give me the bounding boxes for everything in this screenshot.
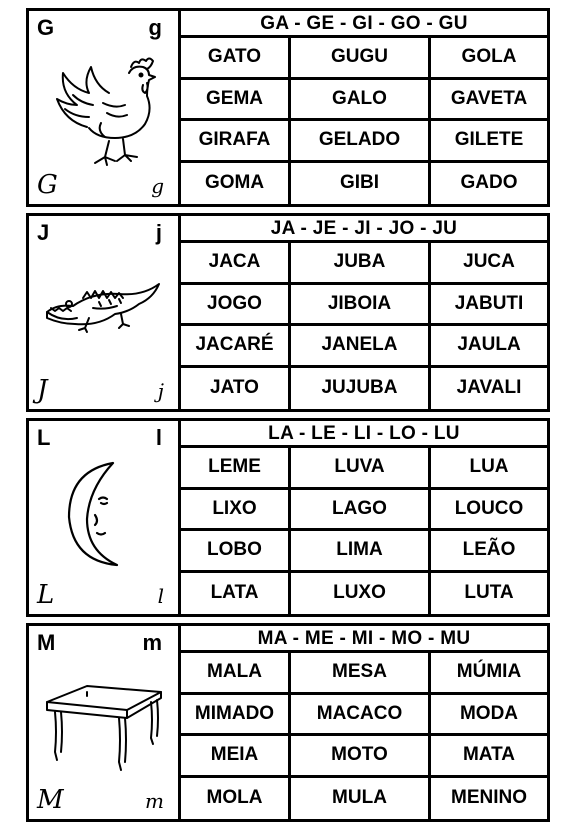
lowercase-letter: g [148,15,162,40]
syllable-panel-g [181,11,547,204]
word-cell: LUXO [291,573,431,615]
word-cell: LUVA [291,448,431,490]
word-cell: GADO [460,172,518,194]
cursive-lowercase: j [157,379,164,403]
word-cell: GIRAFA [181,121,291,163]
syllable-header: LA - LE - LI - LO - LU [181,421,547,448]
word-cell: JAVALI [456,377,522,399]
letter-panel-g [29,11,181,204]
letter-panel-m [29,626,181,819]
letter-block-m [26,623,550,822]
word-grid [181,243,547,409]
letter-panel-l [29,421,181,614]
word-cell: LATA [181,573,291,615]
word-cell: MALA [181,653,291,695]
syllable-panel-m [181,626,547,819]
word-cell: GOLA [431,38,547,80]
word-cell: MOTO [291,736,431,778]
word-cell: LIXO [181,490,291,532]
word-cell: GELADO [291,121,431,163]
word-cell: JUBA [291,243,431,285]
word-cell: MATA [431,736,547,778]
word-grid [181,448,547,614]
lowercase-letter: m [142,630,162,655]
word-cell: GALO [291,80,431,122]
lowercase-letter: l [155,425,162,450]
word-cell: MENINO [451,787,527,809]
word-cell: JACARÉ [181,326,291,368]
word-cell: LIMA [291,531,431,573]
word-cell: GATO [181,38,291,80]
word-cell: JATO [181,368,291,410]
word-cell: GEMA [181,80,291,122]
uppercase-letter: M [37,630,56,655]
cursive-lowercase: l [157,584,164,608]
word-cell: JUJUBA [291,368,431,410]
word-cell: JIBOIA [291,285,431,327]
word-cell: MULA [291,778,431,820]
word-cell: JABUTI [431,285,547,327]
word-grid [181,38,547,204]
table-icon [43,678,163,778]
uppercase-letter: G [37,15,55,40]
word-cell: MÚMIA [431,653,547,695]
letter-block-g [26,8,550,207]
word-cell: MACACO [291,695,431,737]
word-cell: GUGU [291,38,431,80]
syllable-header: MA - ME - MI - MO - MU [181,626,547,653]
word-cell: LEÃO [431,531,547,573]
word-cell: JUCA [431,243,547,285]
word-cell: LUTA [464,582,514,604]
word-cell: JOGO [181,285,291,327]
word-cell: GIBI [291,163,431,205]
word-cell: GILETE [431,121,547,163]
word-cell: GOMA [181,163,291,205]
word-cell: MESA [291,653,431,695]
cursive-lowercase: g [151,174,164,198]
word-cell: MODA [431,695,547,737]
cursive-uppercase: J [37,375,48,405]
lowercase-letter: j [155,220,162,245]
letter-block-j [26,213,550,412]
cursive-uppercase: M [37,785,64,815]
word-cell: MEIA [181,736,291,778]
syllable-panel-j [181,216,547,409]
word-grid [181,653,547,819]
word-cell: LOUCO [431,490,547,532]
letter-panel-j [29,216,181,409]
word-cell: JANELA [291,326,431,368]
uppercase-letter: L [37,425,51,450]
cursive-uppercase: G [37,170,58,200]
cursive-lowercase: m [145,789,164,813]
word-cell: JACA [181,243,291,285]
alligator-icon [43,272,163,342]
syllable-header: GA - GE - GI - GO - GU [181,11,547,38]
word-cell: MOLA [181,778,291,820]
syllable-panel-l [181,421,547,614]
crescent-moon-icon [43,455,163,573]
letter-block-l [26,418,550,617]
word-cell: LEME [181,448,291,490]
rooster-icon [43,53,163,171]
word-cell: GAVETA [431,80,547,122]
syllable-header: JA - JE - JI - JO - JU [181,216,547,243]
uppercase-letter: J [37,220,50,245]
word-cell: LUA [431,448,547,490]
word-cell: MIMADO [181,695,291,737]
cursive-uppercase: L [37,580,55,610]
word-cell: JAULA [431,326,547,368]
word-cell: LOBO [181,531,291,573]
word-cell: LAGO [291,490,431,532]
